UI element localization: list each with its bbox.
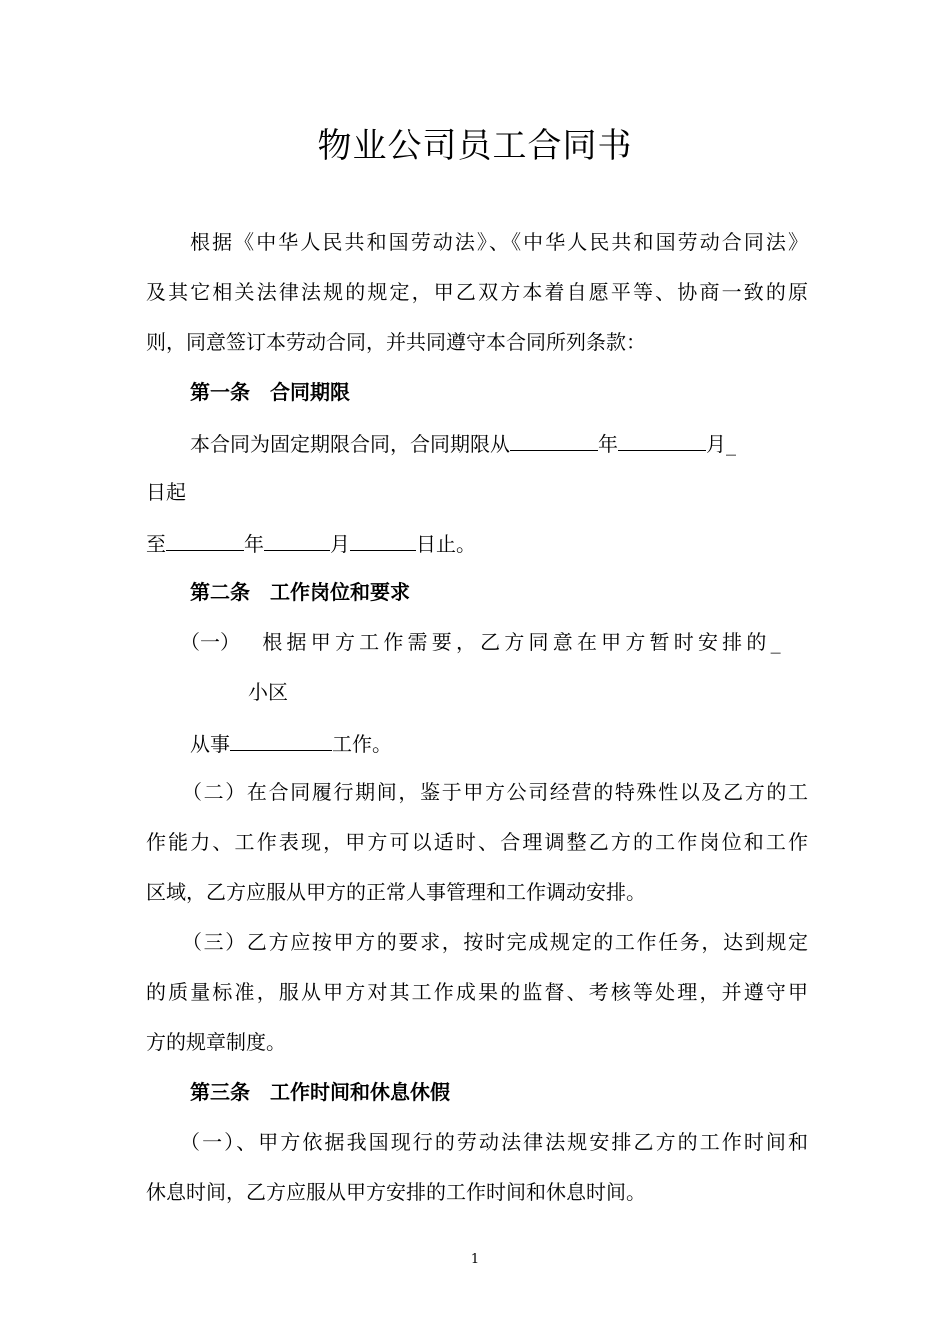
article3-item1-line-1: （一）、甲方依据我国现行的劳动法律法规安排乙方的工作时间和 xyxy=(180,1130,808,1154)
article2-item3-line-2: 的质量标准，服从甲方对其工作成果的监督、考核等处理，并遵守甲 xyxy=(146,980,808,1004)
end-year-label: 年 xyxy=(244,532,264,556)
end-year-blank xyxy=(166,528,244,551)
article1-line-3 xyxy=(146,528,476,558)
page-number: 1 xyxy=(470,1252,480,1267)
item1-text: 根据甲方工作需要，乙方同意在甲方暂时安排的 xyxy=(262,630,771,654)
end-date-prefix: 至 xyxy=(146,532,166,556)
intro-line-1: 根据《中华人民共和国劳动法》、《中华人民共和国劳动合同法》 xyxy=(190,230,808,254)
item1-engage-prefix: 从事 xyxy=(190,732,230,756)
item1-trailing-blank: _ xyxy=(770,630,781,654)
document-title: 物业公司员工合同书 xyxy=(317,126,633,166)
article1-line-1 xyxy=(190,428,736,458)
article2-item3-line-1: （三）乙方应按甲方的要求，按时完成规定的工作任务，达到规定 xyxy=(182,930,808,954)
intro-line-2: 及其它相关法律法规的规定，甲乙双方本着自愿平等、协商一致的原 xyxy=(146,280,808,304)
article2-item3-line-3: 方的规章制度。 xyxy=(146,1030,286,1054)
year-label: 年 xyxy=(598,432,618,456)
item1-engage-suffix: 工作。 xyxy=(332,732,392,756)
year-blank xyxy=(510,428,598,451)
intro-line-3: 则，同意签订本劳动合同，并共同遵守本合同所列条款： xyxy=(146,330,646,354)
month-label: 月 xyxy=(706,432,726,456)
article2-item2-line-3: 区域，乙方应服从甲方的正常人事管理和工作调动安排。 xyxy=(146,880,646,904)
article2-heading: 第二条 工作岗位和要求 xyxy=(190,580,410,604)
article2-item2-line-1: （二）在合同履行期间，鉴于甲方公司经营的特殊性以及乙方的工 xyxy=(182,780,808,804)
article1-heading: 第一条 合同期限 xyxy=(190,380,350,404)
job-blank xyxy=(230,728,332,751)
article3-item1-line-2: 休息时间，乙方应服从甲方安排的工作时间和休息时间。 xyxy=(146,1180,646,1204)
article2-item1-line-3 xyxy=(190,728,392,758)
month-blank xyxy=(618,428,706,451)
article2-item1-line-1 xyxy=(180,628,808,656)
end-day-label: 日止。 xyxy=(416,532,476,556)
article1-line-2: 日起 xyxy=(146,480,186,504)
end-month-blank xyxy=(264,528,330,551)
article1-text: 本合同为固定期限合同，合同期限从 xyxy=(190,432,510,456)
item1-label: （一） xyxy=(180,630,240,654)
end-day-blank xyxy=(350,528,416,551)
trailing-blank: _ xyxy=(726,432,736,456)
article2-item2-line-2: 作能力、工作表现，甲方可以适时、合理调整乙方的工作岗位和工作 xyxy=(146,830,808,854)
end-month-label: 月 xyxy=(330,532,350,556)
article3-heading: 第三条 工作时间和休息休假 xyxy=(190,1080,450,1104)
article2-item1-line-2: 小区 xyxy=(248,680,288,704)
